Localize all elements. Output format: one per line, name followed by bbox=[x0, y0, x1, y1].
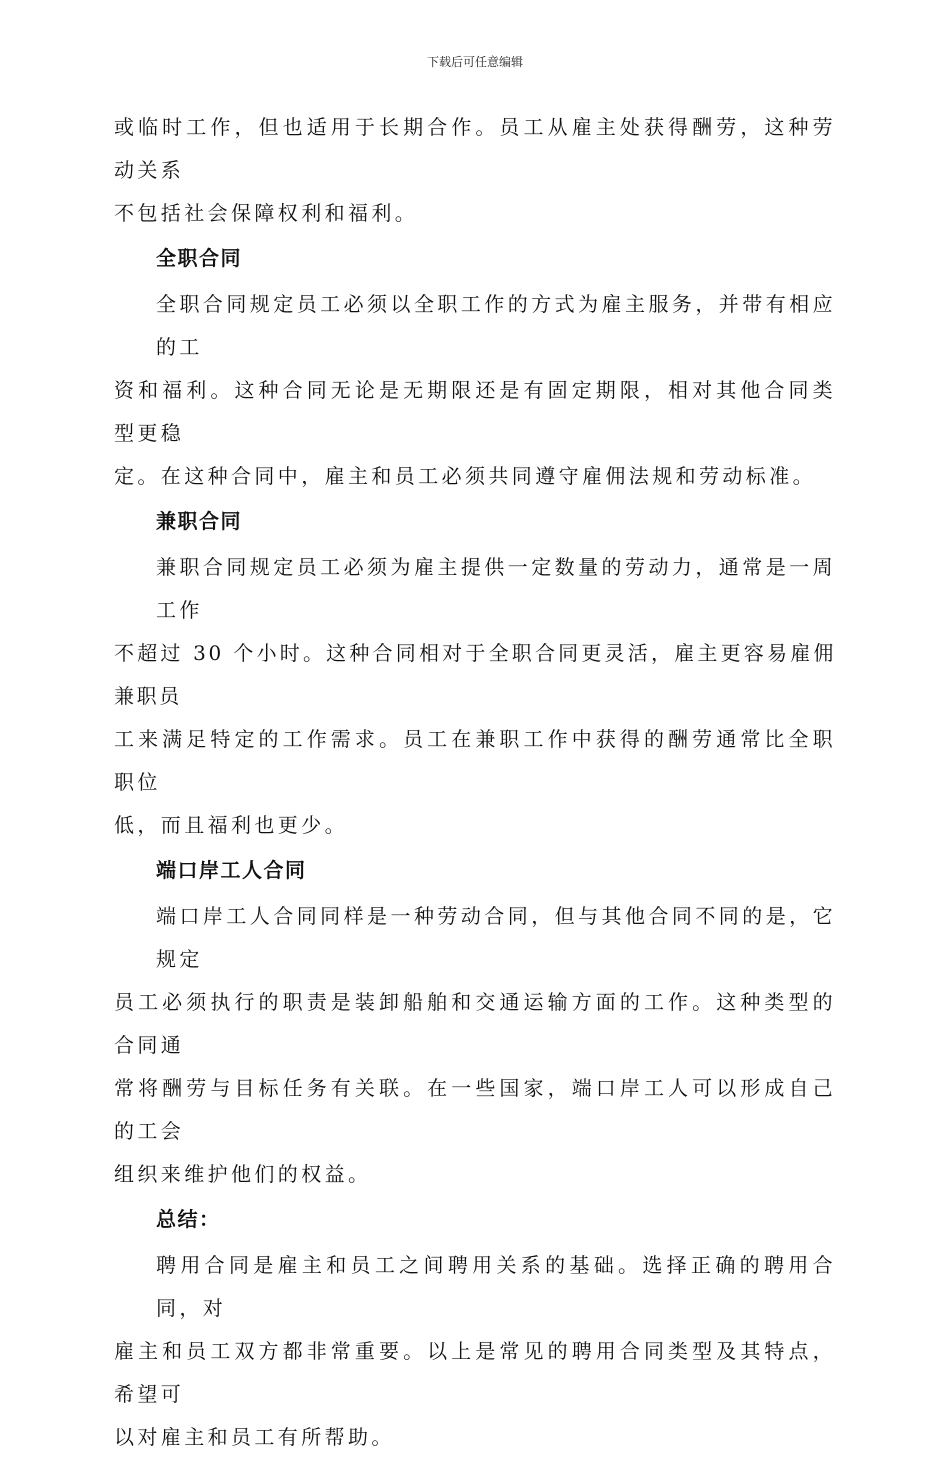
paragraph-line: 常将酬劳与目标任务有关联。在一些国家，端口岸工人可以形成自己的工会 bbox=[114, 1076, 836, 1143]
section-heading-parttime: 兼职合同 bbox=[156, 509, 242, 533]
summary-paragraph bbox=[114, 1244, 836, 1459]
section-heading-summary: 总结： bbox=[156, 1207, 221, 1231]
intro-paragraph bbox=[114, 106, 836, 235]
parttime-paragraph bbox=[114, 546, 836, 847]
paragraph-line: 端口岸工人合同同样是一种劳动合同，但与其他合同不同的是，它规定 bbox=[156, 904, 836, 971]
paragraph-line: 以对雇主和员工有所帮助。 bbox=[114, 1425, 395, 1449]
paragraph-line: 工来满足特定的工作需求。员工在兼职工作中获得的酬劳通常比全职职位 bbox=[114, 727, 836, 794]
paragraph-line: 兼职合同规定员工必须为雇主提供一定数量的劳动力，通常是一周工作 bbox=[156, 555, 836, 622]
page-header: 下载后可任意编辑 bbox=[426, 55, 523, 69]
paragraph-line: 雇主和员工双方都非常重要。以上是常见的聘用合同类型及其特点，希望可 bbox=[114, 1339, 836, 1406]
document-body bbox=[114, 106, 836, 1459]
paragraph-line: 不超过 30 个小时。这种合同相对于全职合同更灵活，雇主更容易雇佣兼职员 bbox=[114, 641, 836, 708]
section-heading-fulltime: 全职合同 bbox=[156, 246, 242, 270]
paragraph-line: 聘用合同是雇主和员工之间聘用关系的基础。选择正确的聘用合同，对 bbox=[156, 1253, 836, 1320]
dock-paragraph bbox=[114, 895, 836, 1196]
paragraph-line: 员工必须执行的职责是装卸船舶和交通运输方面的工作。这种类型的合同通 bbox=[114, 990, 836, 1057]
section-heading-dock: 端口岸工人合同 bbox=[156, 858, 307, 882]
paragraph-line: 组织来维护他们的权益。 bbox=[114, 1162, 372, 1186]
paragraph-line: 全职合同规定员工必须以全职工作的方式为雇主服务，并带有相应的工 bbox=[156, 292, 836, 359]
paragraph-line: 定。在这种合同中，雇主和员工必须共同遵守雇佣法规和劳动标准。 bbox=[114, 464, 816, 488]
paragraph-line: 资和福利。这种合同无论是无期限还是有固定期限，相对其他合同类型更稳 bbox=[114, 378, 836, 445]
paragraph-line: 或临时工作，但也适用于长期合作。员工从雇主处获得酬劳，这种劳动关系 bbox=[114, 115, 836, 182]
fulltime-paragraph bbox=[114, 283, 836, 498]
paragraph-line: 不包括社会保障权利和福利。 bbox=[114, 201, 419, 225]
paragraph-line: 低，而且福利也更少。 bbox=[114, 813, 348, 837]
